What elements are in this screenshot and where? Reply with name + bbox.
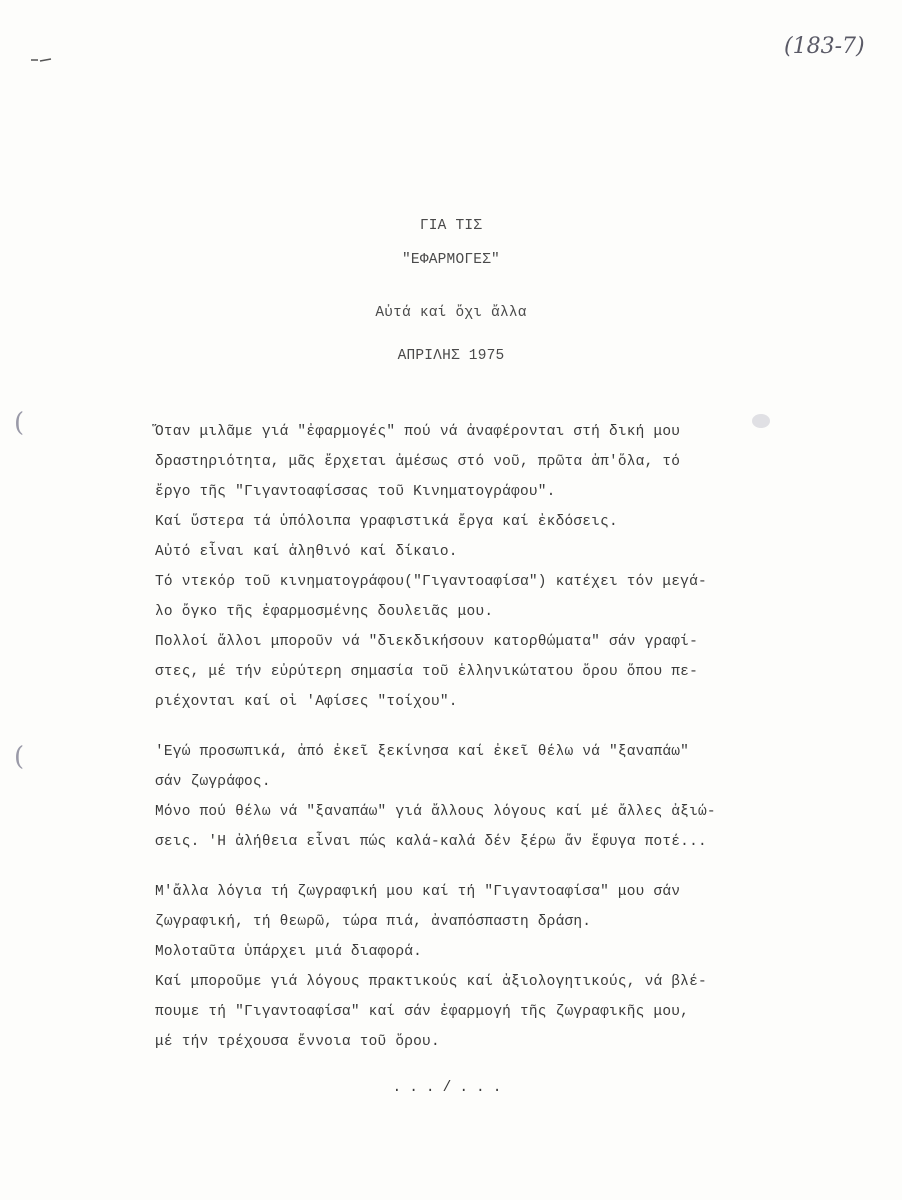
body-line: σάν ζωγράφος. [155,774,271,790]
body-line: Ὅταν μιλᾶμε γιά "ἐφαρμογές" πού νά ἀναφέρονται στή δική μου [155,424,681,440]
body-line: λο ὄγκο τῆς ἐφαρμοσμένης δουλειᾶς μου. [155,604,494,620]
body-line: πουμε τή "Γιγαντοαφίσα" καί σάν ἐφαρμογή τῆς ζωγραφικῆς μου, [155,1004,690,1020]
body-line: 'Εγώ προσωπικά, ἀπό ἐκεῖ ξεκίνησα καί ἐκεῖ θέλω νά "ξαναπάω" [155,744,690,760]
body-line: Μ'ἄλλα λόγια τή ζωγραφική μου καί τή "Γιγαντοαφίσα" μου σάν [155,884,681,900]
body-line: Τό ντεκόρ τοῦ κινηματογράφου("Γιγαντοαφίσα") κατέχει τόν μεγά- [155,574,707,590]
body-line: μέ τήν τρέχουσα ἔννοια τοῦ ὅρου. [155,1034,440,1050]
title-line-2: "ΕΦΑΡΜΟΓΕΣ" [402,252,500,268]
continuation-mark: .../... [392,1080,510,1096]
binder-hole-mark: ( [14,742,25,772]
body-line: Μόνο πού θέλω νά "ξαναπάω" γιά ἄλλους λόγους καί μέ ἄλλες ἀξιώ- [155,804,716,820]
body-line: Μολοταῦτα ὑπάρχει μιά διαφορά. [155,944,423,960]
pen-mark [30,58,52,62]
body-line: Αὐτό εἶναι καί ἀληθινό καί δίκαιο. [155,544,458,560]
subtitle: Αὐτά καί ὄχι ἄλλα [375,305,527,321]
body-line: ριέχονται καί οἱ 'Αφίσες "τοίχου". [155,694,458,710]
ink-smudge [752,414,770,428]
body-line: σεις. 'Η ἀλήθεια εἶναι πώς καλά-καλά δέν ξέρω ἄν ἔφυγα ποτέ... [155,834,707,850]
archive-number-annotation: (183-7) [784,34,865,59]
body-line: Πολλοί ἄλλοι μποροῦν νά "διεκδικήσουν κατορθώματα" σάν γραφί- [155,634,698,650]
body-line: ζωγραφική, τή θεωρῶ, τώρα πιά, ἀναπόσπαστη δράση. [155,914,592,930]
body-line: στες, μέ τήν εὐρύτερη σημασία τοῦ ἑλληνικώτατου ὅρου ὅπου πε- [155,664,698,680]
body-line: Καί μποροῦμε γιά λόγους πρακτικούς καί ἀξιολογητικούς, νά βλέ- [155,974,707,990]
title-line-1: ΓΙΑ ΤΙΣ [419,218,483,234]
body-line: δραστηριότητα, μᾶς ἔρχεται ἀμέσως στό νοῦ, πρῶτα ἀπ'ὅλα, τό [155,454,681,470]
binder-hole-mark: ( [14,408,25,438]
body-line: ἔργο τῆς "Γιγαντοαφίσσας τοῦ Κινηματογράφου". [155,484,556,500]
date-line: ΑΠΡΙΛΗΣ 1975 [397,348,505,364]
body-line: Καί ὕστερα τά ὑπόλοιπα γραφιστικά ἔργα καί ἐκδόσεις. [155,514,618,530]
